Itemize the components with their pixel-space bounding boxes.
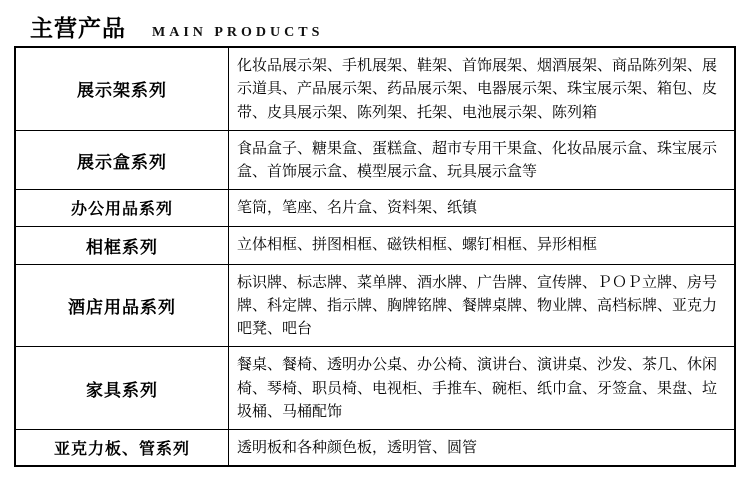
products-table <box>14 46 736 467</box>
category-cell: 相框系列 <box>15 226 229 264</box>
table-row <box>15 347 735 430</box>
table-row <box>15 430 735 467</box>
page-title-cn: 主营产品 <box>30 16 126 42</box>
items-cell: 餐桌、餐椅、透明办公桌、办公椅、演讲台、演讲桌、沙发、茶几、休闲椅、琴椅、职员椅、电视柜、手推车、碗柜、纸巾盒、牙签盒、果盘、垃圾桶、马桶配饰 <box>229 347 736 430</box>
items-cell: 透明板和各种颜色板，透明管、圆管 <box>229 430 736 467</box>
table-row <box>15 130 735 190</box>
category-cell: 展示架系列 <box>15 47 229 130</box>
table-row <box>15 190 735 226</box>
table-row <box>15 226 735 264</box>
category-cell: 办公用品系列 <box>15 190 229 226</box>
category-cell: 家具系列 <box>15 347 229 430</box>
table-row <box>15 264 735 347</box>
page-title-en: MAIN PRODUCTS <box>152 25 324 40</box>
items-cell: 化妆品展示架、手机展架、鞋架、首饰展架、烟酒展架、商品陈列架、展示道具、产品展示架、药品展示架、电器展示架、珠宝展示架、箱包、皮带、皮具展示架、陈列架、托架、电池展示架、陈列箱 <box>229 47 736 130</box>
category-cell: 展示盒系列 <box>15 130 229 190</box>
items-cell: 立体相框、拼图相框、磁铁相框、螺钉相框、异形相框 <box>229 226 736 264</box>
items-cell: 食品盒子、糖果盒、蛋糕盒、超市专用干果盒、化妆品展示盒、珠宝展示盒、首饰展示盒、模型展示盒、玩具展示盒等 <box>229 130 736 190</box>
page-header <box>14 10 736 44</box>
items-cell: 标识牌、标志牌、菜单牌、酒水牌、广告牌、宣传牌、ＰＯＰ立牌、房号牌、科定牌、指示牌、胸牌铭牌、餐牌桌牌、物业牌、高档标牌、亚克力吧凳、吧台 <box>229 264 736 347</box>
items-cell: 笔筒，笔座、名片盒、资料架、纸镇 <box>229 190 736 226</box>
category-cell: 酒店用品系列 <box>15 264 229 347</box>
category-cell: 亚克力板、管系列 <box>15 430 229 467</box>
table-row <box>15 47 735 130</box>
